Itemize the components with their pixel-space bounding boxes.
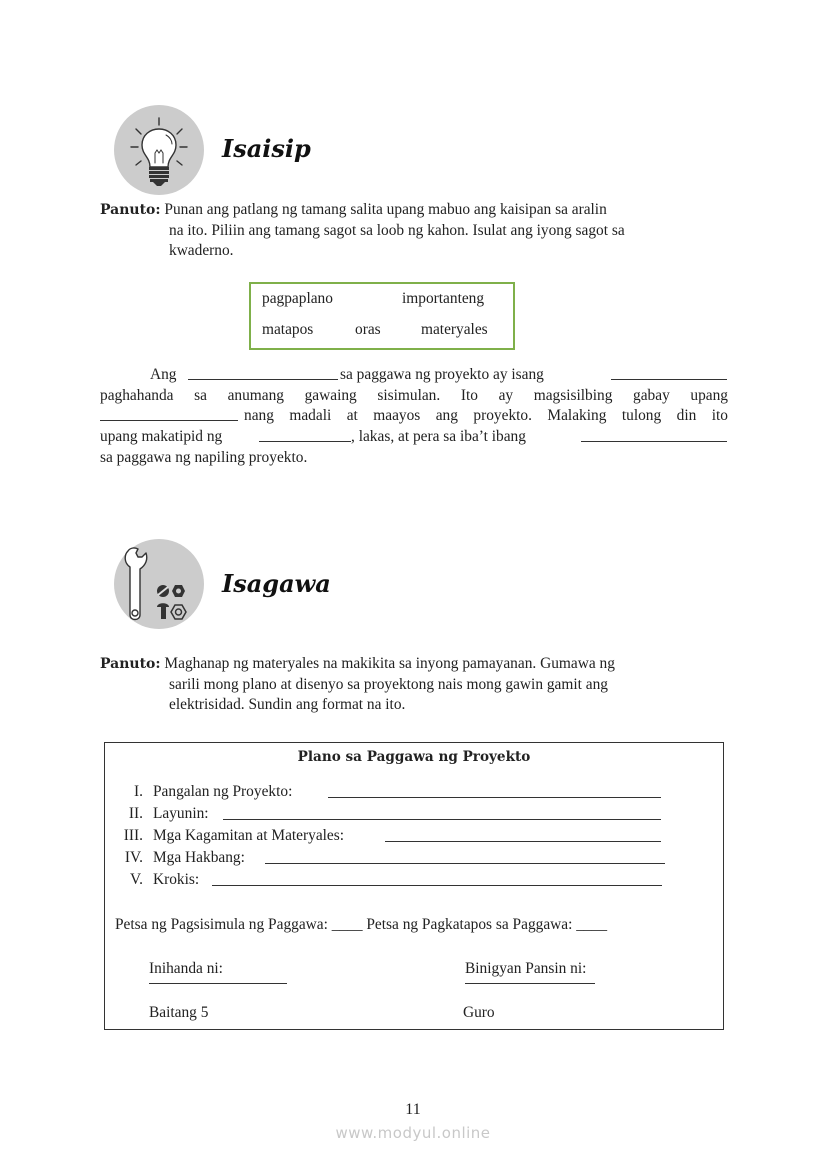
fill-text-4: nang madali at maayos ang proyekto. Malaking tulong din ito bbox=[244, 407, 728, 424]
word-choice: oras bbox=[355, 321, 381, 338]
answer-blank-2[interactable] bbox=[611, 367, 727, 380]
word-choice: pagpaplano bbox=[262, 290, 333, 307]
instruction-line: Punan ang patlang ng tamang salita upang mabuo ang kaisipan sa aralin bbox=[164, 201, 607, 218]
item-label: Krokis: bbox=[153, 871, 200, 888]
word-choice: materyales bbox=[421, 321, 488, 338]
word-choice: importanteng bbox=[402, 290, 485, 307]
isaisip-instructions bbox=[100, 200, 728, 262]
item-number: V. bbox=[130, 871, 143, 888]
answer-blank-1[interactable] bbox=[188, 367, 338, 380]
plan-item-steps bbox=[105, 849, 723, 869]
fill-text-5: upang makatipid ng bbox=[100, 428, 223, 445]
answer-blank-5[interactable] bbox=[581, 429, 727, 442]
watermark: www.modyul.online bbox=[335, 1124, 491, 1142]
item-label: Layunin: bbox=[153, 805, 209, 822]
project-plan-form bbox=[104, 742, 724, 1030]
instruction-line: na ito. Piliin ang tamang sagot sa loob ng kahon. Isulat ang iyong sagot sa bbox=[169, 221, 625, 239]
word-choice-box bbox=[249, 282, 515, 350]
item-number: III. bbox=[123, 827, 143, 844]
fill-text-1: Ang bbox=[150, 366, 177, 383]
objectives-field[interactable] bbox=[223, 805, 661, 820]
plan-item-materials bbox=[105, 827, 723, 847]
item-number: IV. bbox=[124, 849, 143, 866]
section-title-isagawa: Isagawa bbox=[222, 569, 331, 598]
isagawa-instructions bbox=[100, 654, 728, 716]
panuto-label: Panuto: bbox=[100, 202, 161, 218]
materials-field[interactable] bbox=[385, 827, 661, 842]
plan-item-name bbox=[105, 783, 723, 803]
plan-title: Plano sa Paggawa ng Proyekto bbox=[297, 749, 531, 765]
item-label: Mga Hakbang: bbox=[153, 849, 245, 866]
section-title-isaisip: Isaisip bbox=[222, 134, 311, 163]
prepared-by-role: Baitang 5 bbox=[149, 1004, 209, 1021]
panuto-label: Panuto: bbox=[100, 656, 161, 672]
fill-text-7: sa paggawa ng napiling proyekto. bbox=[100, 449, 308, 466]
sketch-field[interactable] bbox=[212, 871, 662, 886]
prepared-by-signature-line[interactable] bbox=[149, 983, 287, 984]
noted-by-label: Binigyan Pansin ni: bbox=[465, 960, 587, 977]
page-number: 11 bbox=[405, 1101, 421, 1118]
item-label: Mga Kagamitan at Materyales: bbox=[153, 827, 345, 844]
instruction-line: sarili mong plano at disenyo sa proyektong nais mong gawin gamit ang bbox=[169, 675, 608, 693]
lightbulb-icon bbox=[114, 105, 204, 195]
item-number: II. bbox=[128, 805, 143, 822]
answer-blank-4[interactable] bbox=[259, 429, 351, 442]
fill-text-6: , lakas, at pera sa iba’t ibang bbox=[351, 428, 526, 445]
word-choice: matapos bbox=[262, 321, 314, 338]
instruction-line: kwaderno. bbox=[169, 242, 234, 260]
steps-field[interactable] bbox=[265, 849, 665, 864]
fill-text-3: paghahanda sa anumang gawaing sisimulan. Ito ay magsisilbing gabay upang bbox=[100, 387, 728, 404]
item-label: Pangalan ng Proyekto: bbox=[153, 783, 293, 800]
noted-by-role: Guro bbox=[463, 1004, 495, 1021]
wrench-tools-icon bbox=[114, 539, 204, 629]
instruction-line: elektrisidad. Sundin ang format na ito. bbox=[169, 696, 406, 714]
item-number: I. bbox=[134, 783, 143, 800]
date-fields: Petsa ng Pagsisimula ng Paggawa: ____ Petsa ng Pagkatapos sa Paggawa: ____ bbox=[115, 916, 608, 933]
prepared-by-label: Inihanda ni: bbox=[149, 960, 223, 977]
noted-by-signature-line[interactable] bbox=[465, 983, 595, 984]
instruction-line: Maghanap ng materyales na makikita sa inyong pamayanan. Gumawa ng bbox=[164, 655, 615, 672]
fill-text-2: sa paggawa ng proyekto ay isang bbox=[340, 366, 544, 383]
plan-item-objectives bbox=[105, 805, 723, 825]
plan-item-sketch bbox=[105, 871, 723, 891]
answer-blank-3[interactable] bbox=[100, 408, 238, 421]
project-name-field[interactable] bbox=[328, 783, 661, 798]
